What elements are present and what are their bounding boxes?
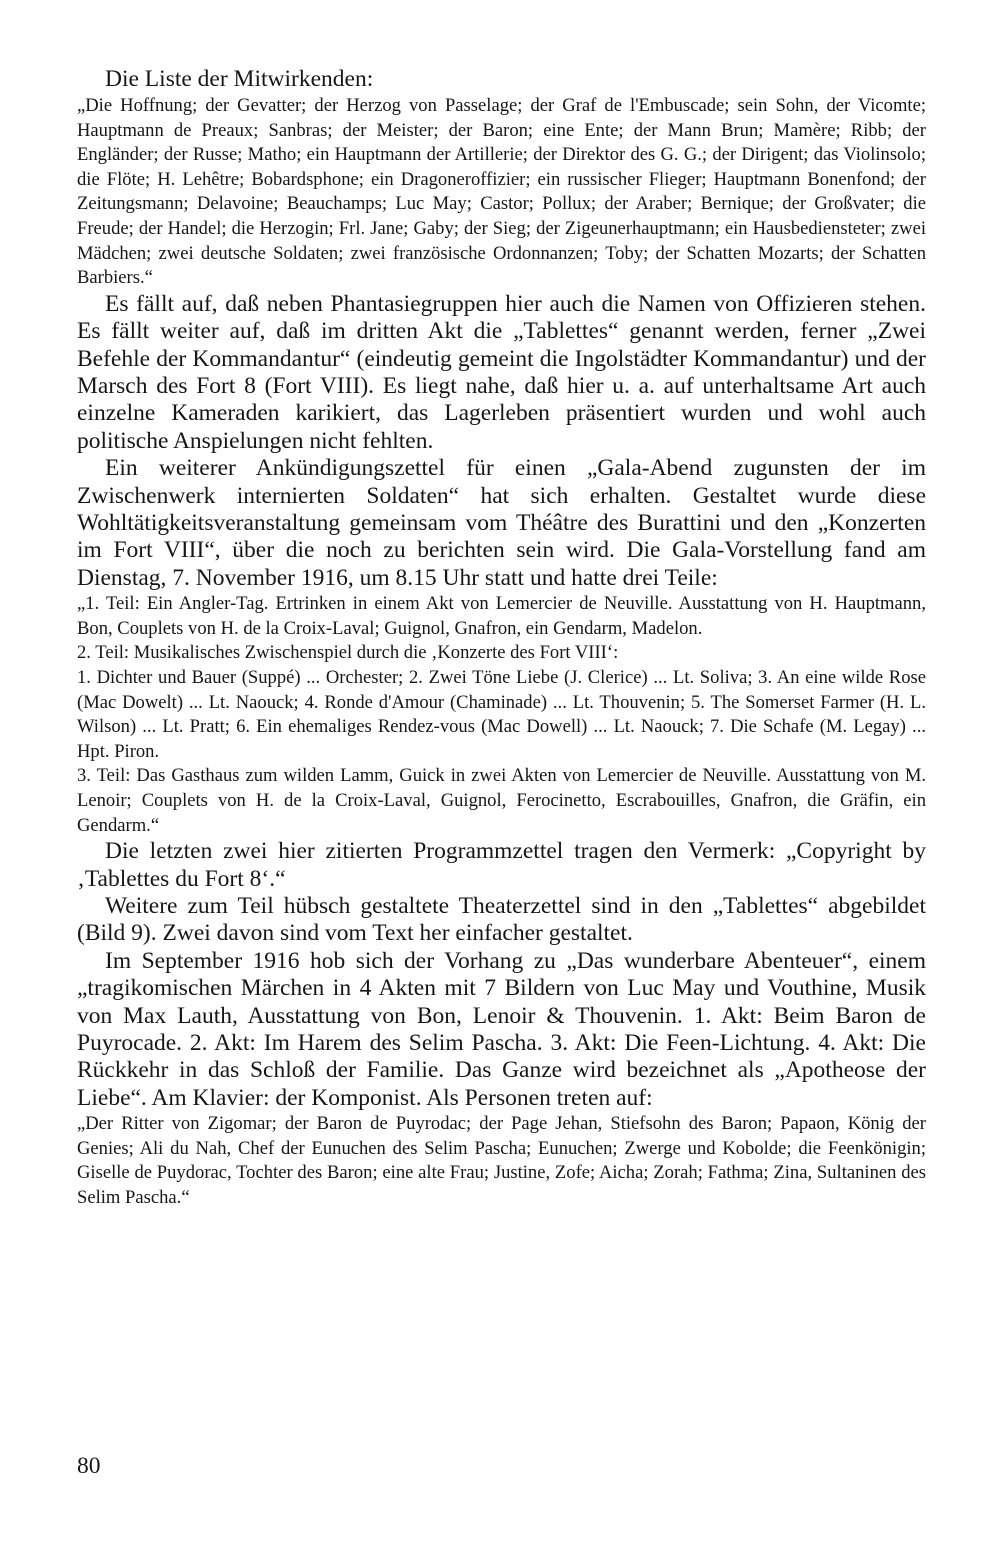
paragraph-5: Im September 1916 hob sich der Vorhang zu „Das wunderbare Abenteuer“, einem „tragikomischen Märchen in 4 Akten mit 7 Bildern von Luc May und Vouthine, Musik von Max Lauth, Ausstattung von Bon, Lenoir & Thouvenin. 1. Akt: Beim Baron de Puyrocade. 2. Akt: Im Harem des Selim Pascha. 3. Akt: Die Feen-Lichtung. 4. Akt: Die Rückkehr in das Schloß der Familie. Das Ganze wird bezeichnet als „Apotheose der Liebe“. Am Klavier: der Komponist. Als Personen treten auf:: [77, 947, 926, 1111]
cast-list-heading: Die Liste der Mitwirkenden:: [105, 66, 374, 92]
paragraph-1: Es fällt auf, daß neben Phantasiegruppen hier auch die Namen von Offizieren stehen. Es fällt weiter auf, daß im dritten Akt die „Tablettes“ genannt werden, ferner „Zwei Befehle der Kommandantur“ (eindeutig gemeint die Ingolstädter Kommandantur) und der Marsch des Fort 8 (Fort VIII). Es liegt nahe, daß hier u. a. auf unterhaltsame Art auch einzelne Kameraden karikiert, das Lagerleben präsentiert wurden und wohl auch politische Anspielungen nicht fehlten.: [77, 290, 926, 454]
page-number: 80: [77, 1453, 101, 1479]
paragraph-4: Weitere zum Teil hübsch gestaltete Theaterzettel sind in den „Tablettes“ abgebildet (Bild 9). Zwei davon sind vom Text her einfacher gestaltet.: [77, 892, 926, 947]
cast-list-quote-1: „Die Hoffnung; der Gevatter; der Herzog von Passelage; der Graf de l'Embuscade; sein Sohn, der Vicomte; Hauptmann de Preaux; Sanbras; der Meister; der Baron; eine Ente; der Mann Brun; Mamère; Ribb; der Engländer; der Russe; Matho; ein Hauptmann der Artillerie; der Direktor des G. G.; der Dirigent; das Violinsolo; die Flöte; H. Lehêtre; Bobardsphone; ein Dragoneroffizier; ein russischer Flieger; Hauptmann Bonenfond; der Zeitungsmann; Delavoine; Beauchamps; Luc May; Castor; Pollux; der Araber; Bernique; der Großvater; die Freude; der Handel; die Herzogin; Frl. Jane; Gaby; der Sieg; der Zigeunerhauptmann; ein Hausbediensteter; zwei Mädchen; zwei deutsche Soldaten; zwei französische Ordonnanzen; Toby; der Schatten Mozarts; der Schatten Barbiers.“: [77, 95, 926, 289]
program-part-1: „1. Teil: Ein Angler-Tag. Ertrinken in einem Akt von Lemercier de Neuville. Ausstattung von H. Hauptmann, Bon, Couplets von H. de la Croix-Laval; Guignol, Gnafron, ein Gendarm, Madelon.: [77, 593, 926, 639]
paragraph-2: Ein weiterer Ankündigungszettel für einen „Gala-Abend zugunsten der im Zwischenwerk internierten Soldaten“ hat sich erhalten. Gestaltet wurde diese Wohltätigkeitsveranstaltung gemeinsam vom Théâtre des Burattini und den „Konzerten im Fort VIII“, über die noch zu berichten sein wird. Die Gala-Vorstellung fand am Dienstag, 7. November 1916, um 8.15 Uhr statt und hatte drei Teile:: [77, 455, 926, 591]
program-part-2: 2. Teil: Musikalisches Zwischenspiel durch die ‚Konzerte des Fort VIII‘:: [77, 642, 619, 664]
program-part-2-items: 1. Dichter und Bauer (Suppé) ... Orchester; 2. Zwei Töne Liebe (J. Clerice) ... Lt. Soliva; 3. An eine wilde Rose (Mac Dowelt) ... Lt. Naouck; 4. Ronde d'Amour (Chaminade) ... Lt. Thouvenin; 5. The Somerset Farmer (H. L. Wilson) ... Lt. Pratt; 6. Ein ehemaliges Rendez-vous (Mac Dowell) ... Lt. Naouck; 7. Die Schafe (M. Legay) ... Hpt. Piron.: [77, 667, 926, 762]
paragraph-3: Die letzten zwei hier zitierten Programmzettel tragen den Vermerk: „Copyright by ‚Tablettes du Fort 8‘.“: [77, 838, 926, 892]
cast-list-quote-2: „Der Ritter von Zigomar; der Baron de Puyrodac; der Page Jehan, Stiefsohn des Baron; Papaon, König der Genies; Ali du Nah, Chef der Eunuchen des Selim Pascha; Eunuchen; Zwerge und Kobolde; die Feenkönigin; Giselle de Puydorac, Tochter des Baron; eine alte Frau; Justine, Zofe; Aicha; Zorah; Fathma; Zina, Sultaninen des Selim Pascha.“: [77, 1113, 926, 1208]
program-part-3: 3. Teil: Das Gasthaus zum wilden Lamm, Guick in zwei Akten von Lemercier de Neuville. Ausstattung von M. Lenoir; Couplets von H. de la Croix-Laval, Guignol, Ferocinetto, Escrabouilles, Gnafron, die Gräfin, ein Gendarm.“: [77, 765, 926, 836]
page-body: [77, 64, 926, 1211]
